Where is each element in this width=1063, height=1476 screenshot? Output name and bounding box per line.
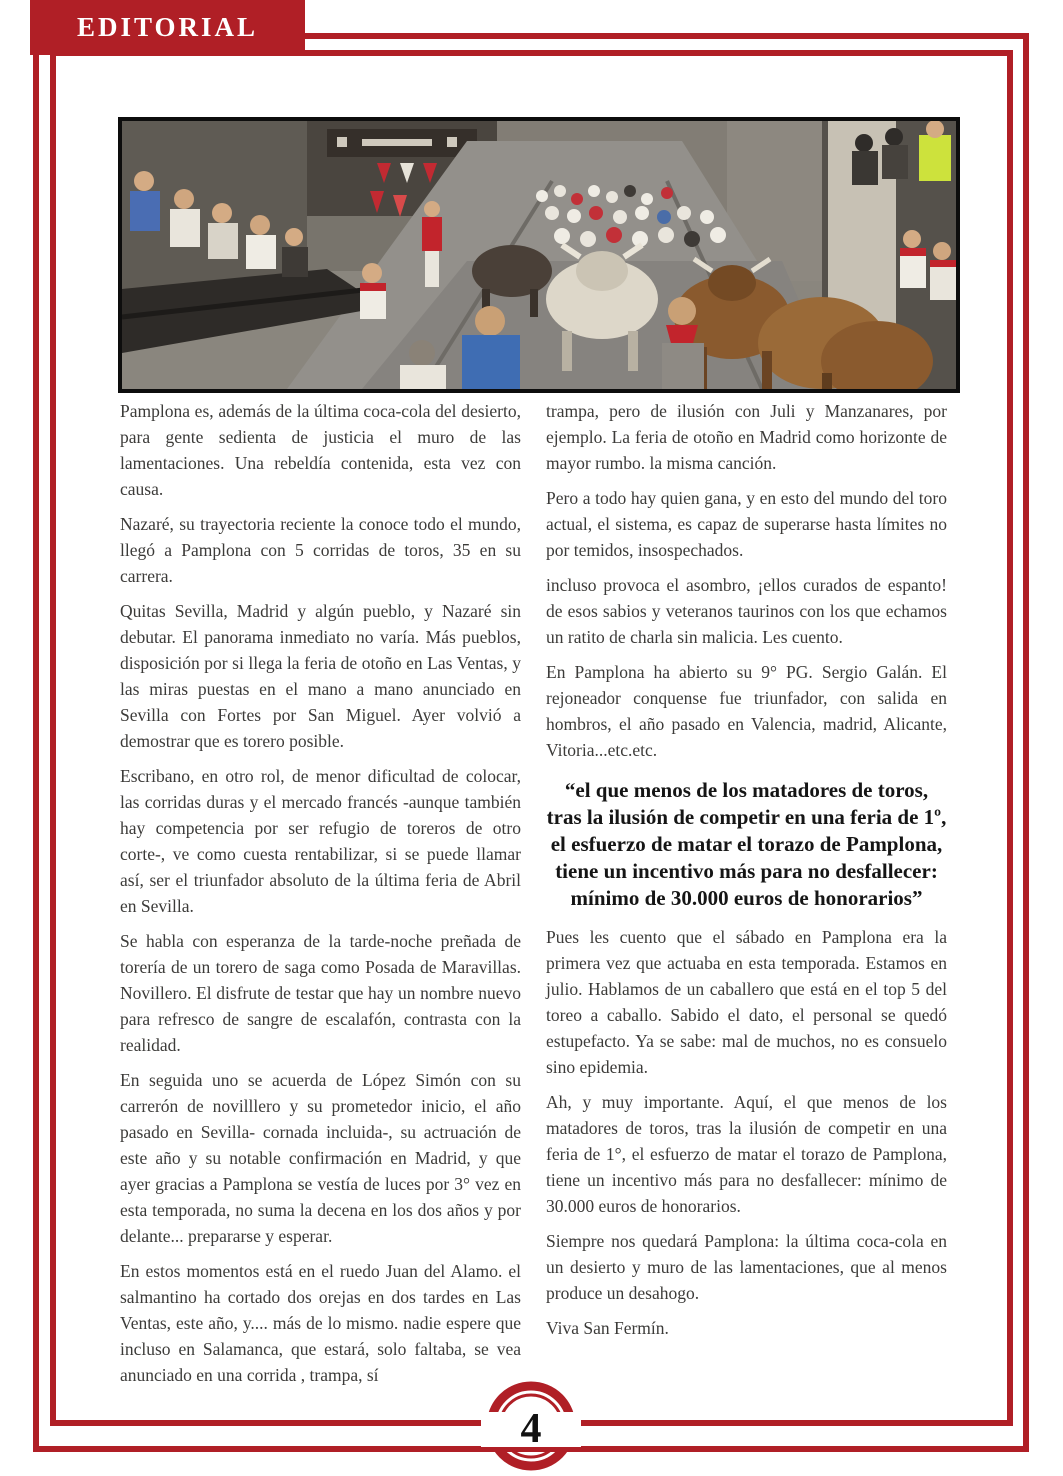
article-paragraph: En Pamplona ha abierto su 9° PG. Sergio Galán. El rejoneador conquense fue triunfador, con salida en hombros, el año pasado en Valencia, madrid, Alicante, Vitoria...etc.etc. bbox=[546, 662, 947, 760]
article-paragraph: Quitas Sevilla, Madrid y algún pueblo, y Nazaré sin debutar. El panorama inmediato no varía. Más pueblos, disposición por si llega la feria de otoño en Las Ventas, y las miras puestas en el mano a mano anunciado en Sevilla con Fortes por San Miguel. Ayer volvió a demostrar que es torero posible. bbox=[120, 601, 521, 751]
right-column-bottom bbox=[546, 924, 947, 1341]
page-number-badge bbox=[485, 1380, 577, 1476]
right-column-top bbox=[546, 398, 947, 763]
section-banner bbox=[30, 0, 305, 55]
page-number-ornament bbox=[485, 1380, 577, 1476]
article-column-right bbox=[546, 398, 947, 1397]
article-paragraph: trampa, pero de ilusión con Juli y Manzanares, por ejemplo. La feria de otoño en Madrid como horizonte de mayor rumbo. la misma canción. bbox=[546, 401, 947, 473]
section-title: EDITORIAL bbox=[76, 12, 259, 42]
article-paragraph: En seguida uno se acuerda de López Simón con su carrerón de novilllero y su prometedor inicio, el año pasado en Sevilla- cornada incluida-, su actruación de este año y su notable confirmación en Madrid, y que ayer gracias a Pamplona se vestía de luces por 3° vez en esta temporada, no suma la decena en los dos años y por delante... prepararse y esperar. bbox=[120, 1070, 521, 1246]
article-paragraph: Pero a todo hay quien gana, y en esto del mundo del toro actual, el sistema, es capaz de superarse hasta límites no por temidos, insospechados. bbox=[546, 488, 947, 560]
page-number: 4 bbox=[520, 1406, 542, 1452]
article-column-left bbox=[120, 398, 521, 1397]
article-paragraph: Se habla con esperanza de la tarde-noche preñada de torería de un torero de saga como Posada de Maravillas. Novillero. El disfrute de testar que hay un nombre nuevo para refresco de sangre de escalafón, contrasta con la realidad. bbox=[120, 931, 521, 1055]
article-paragraph: incluso provoca el asombro, ¡ellos curados de espanto! de esos sabios y veteranos taurinos con los que echamos un ratito de charla sin malicia. Les cuento. bbox=[546, 575, 947, 647]
article-paragraph: Escribano, en otro rol, de menor dificultad de colocar, las corridas duras y el mercado francés -aunque también hay competencia por ser refugio de toreros de otro corte-, ve como cuesta rentabilizar, si se puede llamar así, ser el triunfador absoluto de la última feria de Abril en Sevilla. bbox=[120, 766, 521, 916]
article-paragraph: Pamplona es, además de la última coca-cola del desierto, para gente sedienta de justicia el muro de las lamentaciones. Una rebeldía contenida, esta vez con causa. bbox=[120, 401, 521, 499]
bullrun-photo-illustration bbox=[122, 121, 956, 389]
article-paragraph: Siempre nos quedará Pamplona: la última coca-cola en un desierto y muro de las lamentaciones, que al menos produce un desahogo. bbox=[546, 1231, 947, 1303]
article-paragraph: Ah, y muy importante. Aquí, el que menos de los matadores de toros, tras la ilusión de competir en una feria de 1°, el esfuerzo de matar el torazo de Pamplona, tiene un incentivo más para no desfallecer: mínimo de 30.000 euros de honorarios. bbox=[546, 1092, 947, 1216]
article-paragraph: Viva San Fermín. bbox=[546, 1318, 669, 1338]
bullrun-photo bbox=[118, 117, 960, 393]
article-paragraph: Pues les cuento que el sábado en Pamplona era la primera vez que actuaba en esta temporada. Estamos en julio. Hablamos de un caballero que está en el top 5 del toreo a caballo. Sabido el dato, el personal se quedó estupefacto. Ya se sabe: mal de muchos, no es consuelo sino epidemia. bbox=[546, 927, 947, 1077]
pull-quote: “el que menos de los matadores de toros, tras la ilusión de competir en una feria de 1º, el esfuerzo de matar el torazo de Pamplona, tiene un incentivo más para no desfallecer: mínimo de 30.000 euros de honorarios” bbox=[546, 778, 947, 910]
article-body bbox=[120, 398, 947, 1397]
article-paragraph: Nazaré, su trayectoria reciente la conoce todo el mundo, llegó a Pamplona con 5 corridas de toros, 35 en su carrera. bbox=[120, 514, 521, 586]
article-paragraph: En estos momentos está en el ruedo Juan del Alamo. el salmantino ha cortado dos orejas en dos tardes en Las Ventas, este año, y.... más de lo mismo. nadie espere que incluso en Salamanca, que estará, solo faltaba, se vea anunciado en una corrida , trampa, sí bbox=[120, 1261, 521, 1385]
